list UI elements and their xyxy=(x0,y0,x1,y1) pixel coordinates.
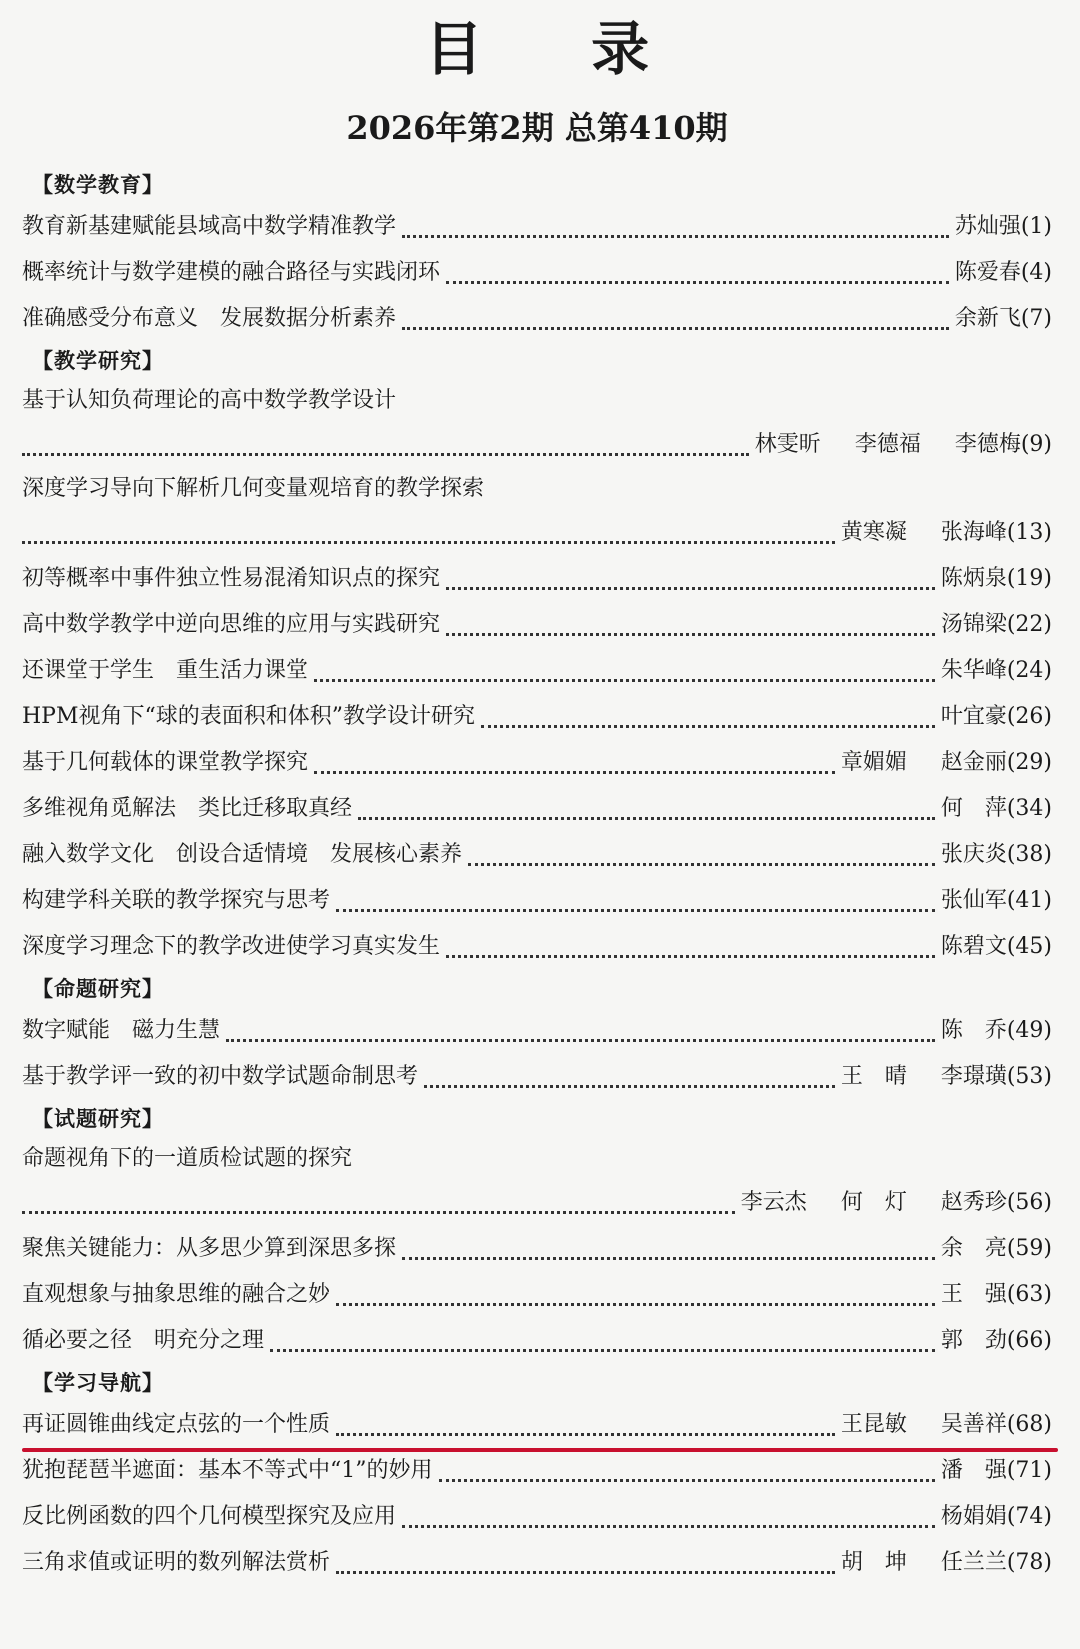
toc-entry[interactable] xyxy=(22,786,1052,832)
author: 赵秀珍(56) xyxy=(940,1190,1052,1215)
leader-dots xyxy=(336,1303,935,1306)
author: 陈碧文(45) xyxy=(940,934,1052,959)
toc-entry[interactable] xyxy=(22,740,1052,786)
author: 吴善祥(68) xyxy=(940,1412,1052,1437)
toc-entry[interactable] xyxy=(22,694,1052,740)
leader-dots xyxy=(22,1211,735,1214)
entry-title: 基于教学评一致的初中数学试题命制思考 xyxy=(22,1064,419,1089)
entry-authors xyxy=(941,924,1052,970)
entry-authors xyxy=(755,422,1052,468)
author: 何 灯 xyxy=(840,1190,907,1215)
author: 陈 乔(49) xyxy=(940,1018,1052,1043)
section-heading: 【学习导航】 xyxy=(32,1371,164,1395)
entry-authors xyxy=(941,648,1052,694)
toc-entry[interactable] xyxy=(22,1054,1052,1100)
toc-entry[interactable] xyxy=(22,422,1052,468)
entry-authors xyxy=(955,250,1052,296)
leader-dots xyxy=(314,679,935,682)
leader-dots xyxy=(336,909,935,912)
entry-authors xyxy=(841,1540,1052,1586)
page-title: 目 录 xyxy=(424,15,694,83)
entry-title: 数字赋能 磁力生慧 xyxy=(22,1018,221,1043)
toc-entry[interactable] xyxy=(22,832,1052,878)
author: 李德福 xyxy=(854,432,921,457)
entry-title: 聚焦关键能力：从多思少算到深思多探 xyxy=(22,1236,397,1261)
toc-entry[interactable] xyxy=(22,556,1052,602)
leader-dots xyxy=(336,1571,835,1574)
entry-title: 多维视角觅解法 类比迁移取真经 xyxy=(22,796,353,821)
leader-dots xyxy=(439,1479,935,1482)
toc-entry-highlighted[interactable] xyxy=(22,1402,1052,1448)
toc-entry[interactable] xyxy=(22,204,1052,250)
leader-dots xyxy=(446,281,949,284)
author: 余新飞(7) xyxy=(954,306,1052,331)
entry-authors xyxy=(941,1448,1052,1494)
author: 王 强(63) xyxy=(940,1282,1052,1307)
entry-authors xyxy=(941,556,1052,602)
leader-dots xyxy=(424,1085,835,1088)
entry-title[interactable]: 命题视角下的一道质检试题的探究 xyxy=(22,1146,353,1171)
toc-entry[interactable] xyxy=(22,1540,1052,1586)
leader-dots xyxy=(446,955,935,958)
entry-title[interactable]: 深度学习导向下解析几何变量观培育的教学探索 xyxy=(22,476,485,501)
author: 郭 劲(66) xyxy=(940,1328,1052,1353)
entry-title: 概率统计与数学建模的融合路径与实践闭环 xyxy=(22,260,441,285)
author: 林雯昕 xyxy=(754,432,821,457)
entry-authors xyxy=(941,878,1052,924)
entry-title: 直观想象与抽象思维的融合之妙 xyxy=(22,1282,331,1307)
author: 胡 坤 xyxy=(840,1550,907,1575)
author: 余 亮(59) xyxy=(940,1236,1052,1261)
author: 李云杰 xyxy=(740,1190,807,1215)
entry-authors xyxy=(941,1318,1052,1364)
section-heading: 【教学研究】 xyxy=(32,349,164,373)
toc-entry[interactable] xyxy=(22,602,1052,648)
toc-entry[interactable] xyxy=(22,1008,1052,1054)
entry-title: 准确感受分布意义 发展数据分析素养 xyxy=(22,306,397,331)
leader-dots xyxy=(336,1433,835,1436)
leader-dots xyxy=(481,725,935,728)
leader-dots xyxy=(22,453,749,456)
leader-dots xyxy=(446,587,935,590)
leader-dots xyxy=(402,327,949,330)
author: 赵金丽(29) xyxy=(940,750,1052,775)
leader-dots xyxy=(402,235,949,238)
entry-authors xyxy=(941,694,1052,740)
author: 任兰兰(78) xyxy=(940,1550,1052,1575)
leader-dots xyxy=(270,1349,935,1352)
entry-authors xyxy=(955,296,1052,342)
leader-dots xyxy=(402,1257,935,1260)
author: 张庆炎(38) xyxy=(940,842,1052,867)
entry-authors xyxy=(941,786,1052,832)
section-heading: 【数学教育】 xyxy=(32,173,164,197)
entry-title: 循必要之径 明充分之理 xyxy=(22,1328,265,1353)
entry-title: 再证圆锥曲线定点弦的一个性质 xyxy=(22,1412,331,1437)
author: 叶宜豪(26) xyxy=(940,704,1052,729)
table-of-contents xyxy=(22,166,1052,1586)
entry-title: 高中数学教学中逆向思维的应用与实践研究 xyxy=(22,612,441,637)
leader-dots xyxy=(22,541,835,544)
entry-authors xyxy=(941,1494,1052,1540)
section-heading: 【试题研究】 xyxy=(32,1107,164,1131)
author: 陈爱春(4) xyxy=(954,260,1052,285)
leader-dots xyxy=(468,863,935,866)
toc-entry[interactable] xyxy=(22,1272,1052,1318)
entry-title: 还课堂于学生 重生活力课堂 xyxy=(22,658,309,683)
entry-authors xyxy=(841,1402,1052,1448)
toc-entry[interactable] xyxy=(22,1226,1052,1272)
toc-entry[interactable] xyxy=(22,1180,1052,1226)
author: 苏灿强(1) xyxy=(954,214,1052,239)
entry-authors xyxy=(941,1008,1052,1054)
entry-title: HPM视角下“球的表面积和体积”教学设计研究 xyxy=(22,704,476,729)
leader-dots xyxy=(314,771,835,774)
entry-title: 反比例函数的四个几何模型探究及应用 xyxy=(22,1504,397,1529)
toc-entry[interactable] xyxy=(22,296,1052,342)
author: 张仙军(41) xyxy=(940,888,1052,913)
entry-title: 三角求值或证明的数列解法赏析 xyxy=(22,1550,331,1575)
author: 王昆敏 xyxy=(840,1412,907,1437)
entry-authors xyxy=(841,740,1052,786)
author: 王 晴 xyxy=(840,1064,907,1089)
toc-entry[interactable] xyxy=(22,1448,1052,1494)
entry-authors xyxy=(941,602,1052,648)
author: 李德梅(9) xyxy=(954,432,1052,457)
toc-entry[interactable] xyxy=(22,250,1052,296)
toc-entry[interactable] xyxy=(22,878,1052,924)
leader-dots xyxy=(402,1525,935,1528)
author: 朱华峰(24) xyxy=(940,658,1052,683)
entry-authors xyxy=(841,510,1052,556)
author: 张海峰(13) xyxy=(940,520,1052,545)
toc-entry[interactable] xyxy=(22,1318,1052,1364)
author: 章媚媚 xyxy=(840,750,907,775)
entry-title: 融入数学文化 创设合适情境 发展核心素养 xyxy=(22,842,463,867)
author: 潘 强(71) xyxy=(940,1458,1052,1483)
author: 李璟璜(53) xyxy=(940,1064,1052,1089)
author: 杨娟娟(74) xyxy=(940,1504,1052,1529)
entry-authors xyxy=(941,1226,1052,1272)
leader-dots xyxy=(358,817,935,820)
leader-dots xyxy=(446,633,935,636)
entry-title: 教育新基建赋能县域高中数学精准教学 xyxy=(22,214,397,239)
author: 陈炳泉(19) xyxy=(940,566,1052,591)
entry-title: 犹抱琵琶半遮面：基本不等式中“1”的妙用 xyxy=(22,1458,433,1483)
author: 汤锦梁(22) xyxy=(940,612,1052,637)
author: 何 萍(34) xyxy=(940,796,1052,821)
toc-entry[interactable] xyxy=(22,924,1052,970)
issue-info: 2026年第2期 总第410期 xyxy=(346,109,728,147)
entry-authors xyxy=(955,204,1052,250)
entry-authors xyxy=(941,1272,1052,1318)
entry-authors xyxy=(841,1054,1052,1100)
entry-authors xyxy=(741,1180,1052,1226)
entry-title: 深度学习理念下的教学改进使学习真实发生 xyxy=(22,934,441,959)
leader-dots xyxy=(226,1039,935,1042)
author: 黄寒凝 xyxy=(840,520,907,545)
entry-title: 初等概率中事件独立性易混淆知识点的探究 xyxy=(22,566,441,591)
toc-entry[interactable] xyxy=(22,1494,1052,1540)
entry-authors xyxy=(941,832,1052,878)
entry-title: 构建学科关联的教学探究与思考 xyxy=(22,888,331,913)
entry-title[interactable]: 基于认知负荷理论的高中数学教学设计 xyxy=(22,388,397,413)
entry-title: 基于几何载体的课堂教学探究 xyxy=(22,750,309,775)
toc-entry[interactable] xyxy=(22,510,1052,556)
toc-entry[interactable] xyxy=(22,648,1052,694)
section-heading: 【命题研究】 xyxy=(32,977,164,1001)
